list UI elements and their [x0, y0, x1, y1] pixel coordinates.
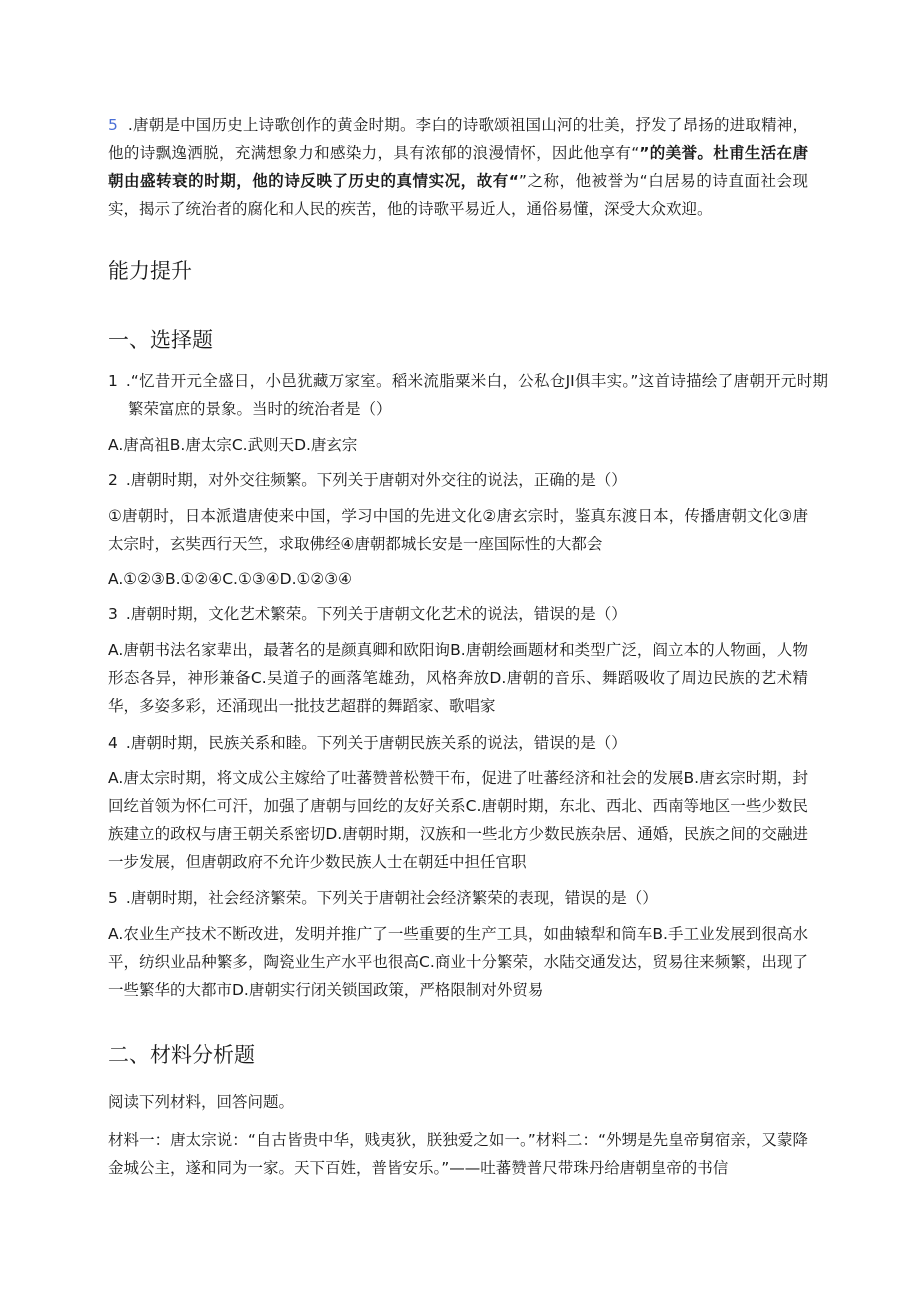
question-3-options: A.唐朝书法名家辈出，最著名的是颜真卿和欧阳询B.唐朝绘画题材和类型广泛，阎立本的人物画，人物形态各异，神形兼备C.吴道子的画落笔雄劲，风格奔放D.唐朝的音乐、舞蹈吸收了周边民族的艺术精华，多姿多彩，还涌现出一批技艺超群的舞蹈家、歌唱家 — [108, 641, 808, 715]
section-heading-ability: 能力提升 — [108, 259, 192, 283]
question-text: .唐朝时期，对外交往频繁。下列关于唐朝对外交往的说法，正确的是（） — [125, 471, 627, 489]
question-number: 1 — [108, 372, 118, 390]
question-1-stem — [108, 367, 828, 423]
question-text: ”之称，他被誉为“白居易的诗直面社会现实，揭示了统治者的腐化和人民的疾苦，他的诗歌平易近人，通俗易懂，深受大众欢迎。 — [108, 172, 809, 218]
question-number: 5 — [108, 889, 118, 907]
question-number: 2 — [108, 471, 118, 489]
question-3-stem — [108, 600, 808, 628]
question-4-stem — [108, 729, 808, 757]
question-text: .唐朝是中国历史上诗歌创作的黄金时期。李白的诗歌颂祖国山河的壮美，抒发了昂扬的进取精神，他的诗飘逸洒脱，充满想象力和感染力，具有浓郁的浪漫情怀，因此他享有“ — [108, 116, 808, 162]
question-2-stem — [108, 466, 808, 494]
question-4-options: A.唐太宗时期，将文成公主嫁给了吐蕃赞普松赞干布，促进了吐蕃经济和社会的发展B.唐玄宗时期，封回纥首领为怀仁可汗，加强了唐朝与回纥的友好关系C.唐朝时期，东北、西北、西南等地区一些少数民族建立的政权与唐王朝关系密切D.唐朝时期，汉族和一些北方少数民族杂居、通婚，民族之间的交融进一步发展，但唐朝政府不允许少数民族人士在朝廷中担任官职 — [108, 769, 808, 871]
question-5-fill-in — [108, 111, 808, 223]
material-instruction: 阅读下列材料，回答问题。 — [108, 1093, 295, 1111]
material-text: 材料一：唐太宗说：“自古皆贵中华，贱夷狄，朕独爱之如一。”材料二：“外甥是先皇帝舅宿亲，又蒙降金城公主，遂和同为一家。天下百姓，普皆安乐。”——吐蕃赞普尺带珠丹给唐朝皇帝的书信 — [108, 1131, 808, 1177]
question-text: .唐朝时期，文化艺术繁荣。下列关于唐朝文化艺术的说法，错误的是（） — [125, 605, 627, 623]
question-5-options: A.农业生产技术不断改进，发明并推广了一些重要的生产工具，如曲辕犁和筒车B.手工业发展到很高水平，纺织业品种繁多，陶瓷业生产水平也很高C.商业十分繁荣，水陆交通发达，贸易往来频繁，出现了一些繁华的大都市D.唐朝实行闭关锁国政策，严格限制对外贸易 — [108, 925, 808, 999]
question-2-options: A.①②③B.①②④C.①③④D.①②③④ — [108, 570, 353, 588]
question-number: 5 — [108, 116, 118, 134]
section-heading-choice: 一、选择题 — [108, 328, 213, 352]
question-5-stem — [108, 884, 808, 912]
question-number: 4 — [108, 734, 118, 752]
question-text: .“忆昔开元全盛日，小邑犹藏万家室。稻米流脂粟米白，公私仓JI俱丰实。”这首诗描绘了唐朝开元时期繁荣富庶的景象。当时的统治者是（） — [125, 372, 828, 418]
question-number: 3 — [108, 605, 118, 623]
question-text: .唐朝时期，民族关系和睦。下列关于唐朝民族关系的说法，错误的是（） — [125, 734, 627, 752]
question-text: .唐朝时期，社会经济繁荣。下列关于唐朝社会经济繁荣的表现，错误的是（） — [125, 889, 658, 907]
question-1-options: A.唐高祖B.唐太宗C.武则天D.唐玄宗 — [108, 436, 358, 454]
question-2-statements: ①唐朝时，日本派遣唐使来中国，学习中国的先进文化②唐玄宗时，鉴真东渡日本，传播唐朝文化③唐太宗时，玄奘西行天竺，求取佛经④唐朝都城长安是一座国际性的大都会 — [108, 507, 808, 553]
section-heading-material: 二、材料分析题 — [108, 1043, 255, 1067]
question-text-bold: ”的美誉。杜甫生活在唐朝由盛转衰的时期，他的诗反映了历史的真情实况，故有“ — [108, 144, 808, 190]
